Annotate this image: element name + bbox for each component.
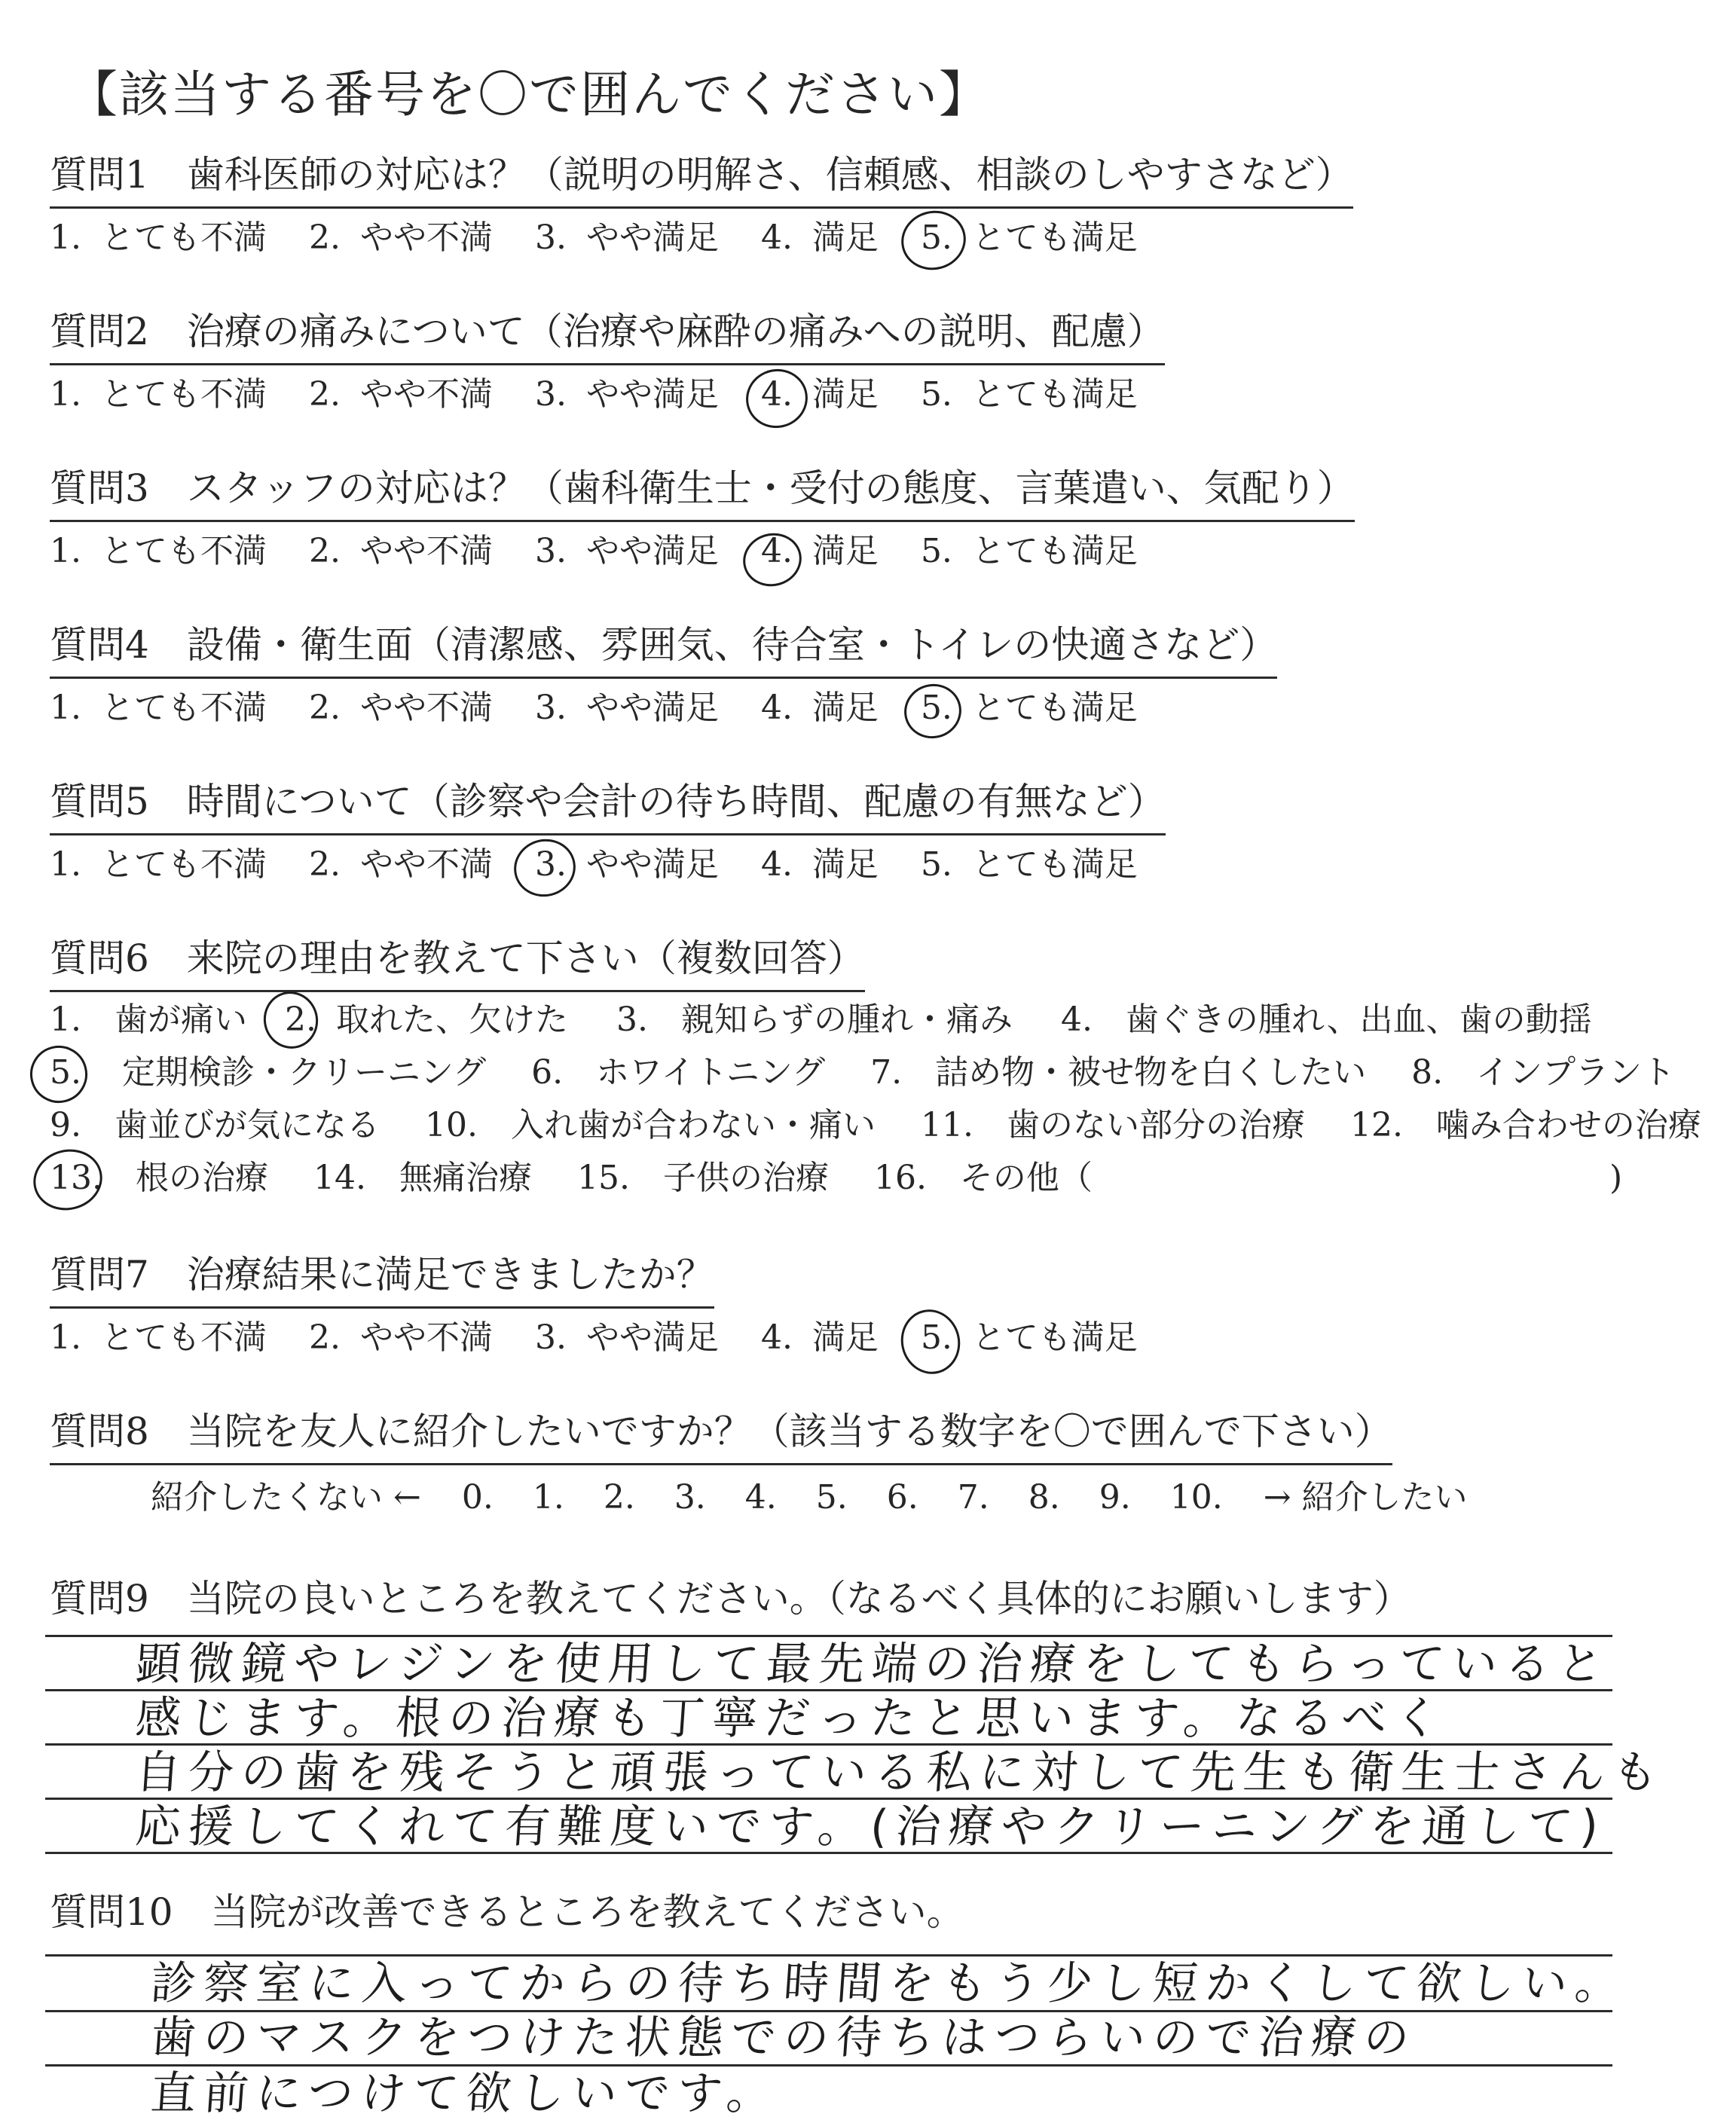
option-5-number[interactable]: 5.: [920, 218, 952, 257]
option-1-number[interactable]: 1.: [50, 218, 81, 257]
option-13-label: 根の治療: [135, 1159, 268, 1197]
option-2-number[interactable]: 2.: [308, 218, 341, 257]
option-3-label: やや満足: [585, 218, 719, 257]
option-16[interactable]: 16. その他（: [873, 1159, 1093, 1197]
handwritten-circle-mark: [258, 985, 324, 1054]
option-4-label: 満足: [811, 218, 879, 257]
scale-left-label: 紹介したくない ←: [151, 1478, 421, 1517]
handwritten-circle-mark: [27, 1142, 109, 1217]
option-5-number[interactable]: 5.: [50, 1053, 81, 1092]
option-1-number[interactable]: 1.: [50, 375, 81, 414]
scale-6[interactable]: 6.: [886, 1478, 918, 1517]
option-5-number[interactable]: 5.: [920, 532, 952, 570]
option-3-number[interactable]: 3.: [534, 1318, 567, 1357]
question-6-title: 質問6 来院の理由を教えて下さい（複数回答）: [50, 934, 865, 992]
option-3-number[interactable]: 3.: [534, 689, 567, 727]
option-5-label: とても満足: [971, 1318, 1138, 1357]
option-5-number[interactable]: 5.: [920, 1318, 952, 1357]
option-12[interactable]: 12. 噛み合わせの治療: [1349, 1106, 1701, 1144]
option-5-number[interactable]: 5.: [920, 845, 952, 884]
question-7-options: [50, 1317, 1138, 1359]
option-4-label: 満足: [811, 689, 879, 727]
option-2-number[interactable]: 2.: [308, 689, 341, 727]
option-4-label: 満足: [811, 845, 879, 884]
option-3-number[interactable]: 3.: [534, 375, 567, 414]
question-3-options: [50, 530, 1138, 573]
option-2-label: やや不満: [359, 1318, 493, 1357]
scale-1[interactable]: 1.: [532, 1478, 564, 1517]
option-1-number[interactable]: 1.: [50, 689, 81, 727]
option-10[interactable]: 10. 入れ歯が合わない・痛い: [424, 1106, 876, 1144]
question-10-answer-line-3[interactable]: 直前につけて欲しいです。: [148, 2067, 781, 2120]
option-3-label: やや満足: [585, 689, 719, 727]
option-2-number[interactable]: 2.: [308, 1318, 341, 1357]
option-4-number[interactable]: 4.: [760, 218, 793, 257]
option-4-label: 満足: [811, 1318, 879, 1357]
question-9-answer-line-2[interactable]: 感じます。根の治療も丁寧だったと思います。なるべく: [133, 1692, 1449, 1745]
option-2-number[interactable]: 2.: [308, 375, 341, 414]
option-5-label: とても満足: [971, 689, 1138, 727]
option-3-number[interactable]: 3.: [534, 845, 567, 884]
other-close-paren: ): [1609, 1159, 1623, 1197]
scale-right-label: → 紹介したい: [1263, 1478, 1468, 1517]
question-5-options: [50, 844, 1138, 886]
question-6-line-3: [50, 1104, 1701, 1147]
option-2-number[interactable]: 2.: [308, 845, 341, 884]
question-6-line-4: [50, 1157, 1093, 1199]
option-4-label: 満足: [811, 375, 879, 414]
answer-rule: [45, 1954, 1612, 1957]
question-10-answer-line-2[interactable]: 歯のマスクをつけた状態での待ちはつらいので治療の: [148, 2012, 1419, 2064]
option-14[interactable]: 14. 無痛治療: [313, 1159, 532, 1197]
option-5-number[interactable]: 5.: [920, 689, 952, 727]
option-13-number[interactable]: 13.: [50, 1159, 102, 1197]
option-5-number[interactable]: 5.: [920, 375, 952, 414]
question-4-title: 質問4 設備・衛生面（清潔感、雰囲気、待合室・トイレの快適さなど）: [50, 621, 1277, 679]
option-4-label: 満足: [811, 532, 879, 570]
question-5-title: 質問5 時間について（診察や会計の待ち時間、配慮の有無など）: [50, 777, 1166, 835]
option-8[interactable]: 8. インプラント: [1411, 1053, 1676, 1092]
option-2-label: やや不満: [359, 218, 493, 257]
option-1-number[interactable]: 1.: [50, 845, 81, 884]
option-2-number[interactable]: 2.: [308, 532, 341, 570]
option-4-number[interactable]: 4.: [760, 1318, 793, 1357]
scale-5[interactable]: 5.: [815, 1478, 848, 1517]
option-1-number[interactable]: 1.: [50, 532, 81, 570]
option-1-label: とても不満: [100, 845, 267, 884]
question-6-line-2: [50, 1052, 1675, 1094]
option-2-label: やや不満: [359, 375, 493, 414]
option-1-label: とても不満: [100, 375, 267, 414]
option-6[interactable]: 6. ホワイトニング: [531, 1053, 826, 1092]
question-9-answer-line-3[interactable]: 自分の歯を残そうと頑張っている私に対して先生も衛生士さんも: [133, 1746, 1667, 1799]
option-1-label: とても不満: [100, 1318, 267, 1357]
scale-2[interactable]: 2.: [603, 1478, 635, 1517]
option-1-number[interactable]: 1.: [50, 1318, 81, 1357]
option-5-label: とても満足: [971, 532, 1138, 570]
scale-3[interactable]: 3.: [674, 1478, 706, 1517]
option-3-label: やや満足: [585, 845, 719, 884]
option-2-label: やや不満: [359, 689, 493, 727]
option-9[interactable]: 9. 歯並びが気になる: [50, 1106, 380, 1144]
handwritten-circle-mark: [24, 1040, 93, 1109]
option-5-label: とても満足: [971, 845, 1138, 884]
question-4-options: [50, 687, 1138, 729]
option-4-number[interactable]: 4.: [760, 845, 793, 884]
option-5-label: とても満足: [971, 375, 1138, 414]
handwritten-circle-mark: [894, 1303, 967, 1380]
option-2-number[interactable]: 2.: [284, 1000, 316, 1039]
option-3-label: やや満足: [585, 532, 719, 570]
scale-0[interactable]: 0.: [461, 1478, 494, 1517]
option-4-number[interactable]: 4.: [760, 375, 793, 414]
option-1-label: とても不満: [100, 532, 267, 570]
scale-10[interactable]: 10.: [1169, 1478, 1223, 1517]
option-4-number[interactable]: 4.: [760, 689, 793, 727]
option-1[interactable]: 1. 歯が痛い: [50, 1000, 247, 1039]
option-1-label: とても不満: [100, 689, 267, 727]
option-5-label: 定期検診・クリーニング: [121, 1053, 487, 1092]
option-3-number[interactable]: 3.: [534, 218, 567, 257]
question-10-title: 質問10 当院が改善できるところを教えてください。: [50, 1890, 964, 1934]
scale-7[interactable]: 7.: [957, 1478, 989, 1517]
option-3-label: やや満足: [585, 1318, 719, 1357]
question-2-options: [50, 374, 1138, 416]
question-9-title: 質問9 当院の良いところを教えてください。（なるべく具体的にお願いします）: [50, 1577, 1411, 1621]
option-15[interactable]: 15. 子供の治療: [576, 1159, 829, 1197]
question-1-options: [50, 217, 1138, 259]
answer-rule: [45, 1635, 1612, 1637]
question-7-title: 質問7 治療結果に満足できましたか？: [50, 1251, 714, 1309]
option-3-label: やや満足: [585, 375, 719, 414]
question-3-title: 質問3 スタッフの対応は？（歯科衛生士・受付の態度、言葉遣い、気配り）: [50, 464, 1355, 522]
option-4[interactable]: 4. 歯ぐきの腫れ、出血、歯の動揺: [1060, 1000, 1592, 1039]
answer-rule: [45, 2064, 1612, 2067]
question-2-title: 質問2 治療の痛みについて（治療や麻酔の痛みへの説明、配慮）: [50, 307, 1165, 365]
scale-9[interactable]: 9.: [1099, 1478, 1131, 1517]
option-7[interactable]: 7. 詰め物・被せ物を白くしたい: [870, 1053, 1367, 1092]
handwritten-circle-mark: [895, 204, 972, 276]
scale-8[interactable]: 8.: [1028, 1478, 1060, 1517]
question-8-title: 質問8 当院を友人に紹介したいですか？（該当する数字を〇で囲んで下さい）: [50, 1407, 1392, 1465]
option-11[interactable]: 11. 歯のない部分の治療: [920, 1106, 1305, 1144]
question-10-answer-line-1[interactable]: 診察室に入ってからの待ち時間をもう少し短かくして欲しい。: [148, 1957, 1630, 2010]
question-1-title: 質問1 歯科医師の対応は？（説明の明解さ、信頼感、相談のしやすさなど）: [50, 151, 1353, 209]
question-8-scale: [151, 1477, 1468, 1519]
option-2-label: やや不満: [359, 532, 493, 570]
option-5-label: とても満足: [971, 218, 1138, 257]
option-3-number[interactable]: 3.: [534, 532, 567, 570]
option-2-label: 取れた、欠けた: [335, 1000, 568, 1039]
scale-4[interactable]: 4.: [744, 1478, 777, 1517]
option-2-label: やや不満: [359, 845, 493, 884]
option-3[interactable]: 3. 親知らずの腫れ・痛み: [616, 1000, 1013, 1039]
question-9-answer-line-4[interactable]: 応援してくれて有難度いです。(治療やクリーニングを通して): [133, 1801, 1608, 1853]
option-4-number[interactable]: 4.: [760, 532, 793, 570]
option-1-label: とても不満: [100, 218, 267, 257]
question-9-answer-line-1[interactable]: 顕微鏡やレジンを使用して最先端の治療をしてもらっていると: [133, 1638, 1612, 1691]
page-title: 【該当する番号を〇で囲んでください】: [68, 66, 990, 124]
